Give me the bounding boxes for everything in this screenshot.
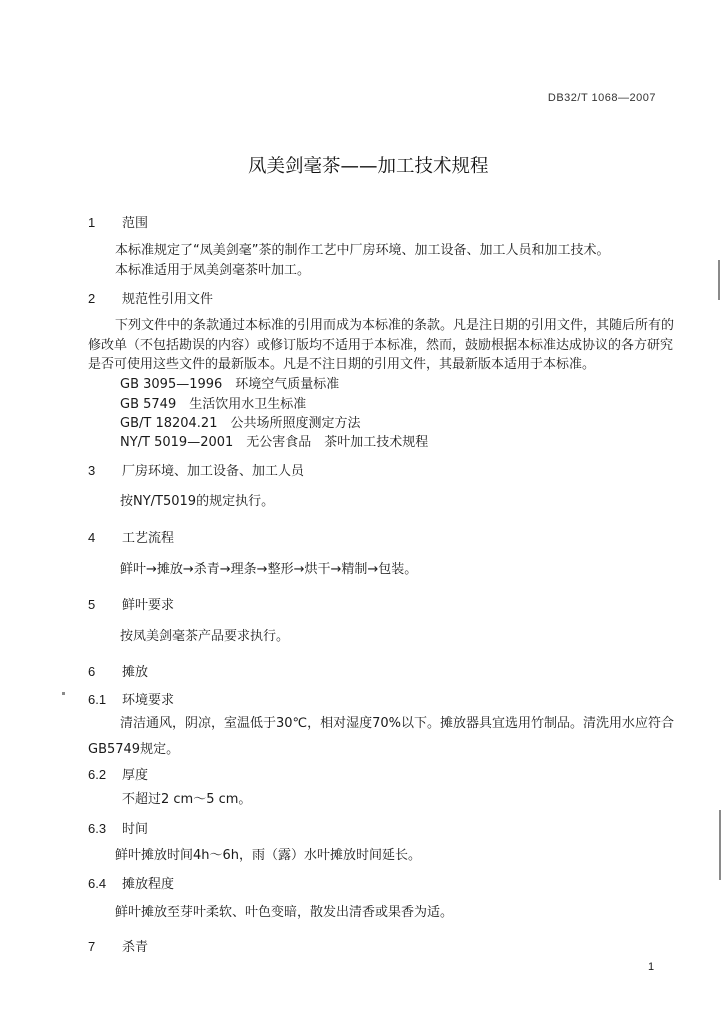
paragraph-line: GB5749规定。 [88,742,180,757]
subsection-number: 6.3 [88,821,107,836]
section-number: 2 [88,291,96,306]
section-number: 4 [88,530,96,545]
subsection-6-4-heading [88,876,174,893]
section-number: 5 [88,597,96,612]
section-title: 杀青 [122,940,149,955]
reference-item: GB 5749 生活饮用水卫生标准 [120,397,307,412]
section-title: 摊放 [122,665,149,680]
subsection-title: 厚度 [122,768,149,783]
subsection-title: 环境要求 [122,693,175,708]
section-title: 工艺流程 [122,531,175,546]
scan-mark [718,260,720,300]
paragraph-line: 按凤美剑毫茶产品要求执行。 [120,629,290,644]
page-number: 1 [648,961,655,973]
subsection-title: 摊放程度 [122,877,175,892]
section-number: 6 [88,664,96,679]
section-title: 范围 [122,216,149,231]
reference-item: GB/T 18204.21 公共场所照度测定方法 [120,416,361,431]
subsection-6-1-heading [88,692,174,709]
paragraph-line: 不超过2 cm～5 cm。 [122,792,252,807]
section-1-heading [88,215,148,232]
scan-mark [719,810,721,880]
paragraph-line: 本标准规定了“凤美剑毫”茶的制作工艺中厂房环境、加工设备、加工人员和加工技术。 [115,243,610,258]
reference-item: GB 3095—1996 环境空气质量标准 [120,377,340,392]
section-3-heading [88,463,304,480]
paragraph-line: 按NY/T5019的规定执行。 [120,494,275,509]
page-title: 凤美剑毫茶——加工技术规程 [248,156,489,177]
section-number: 1 [88,215,96,230]
paragraph-line: 是否可使用这些文件的最新版本。凡是不注日期的引用文件，其最新版本适用于本标准。 [88,357,596,372]
paragraph-line: 鲜叶摊放时间4h～6h，雨（露）水叶摊放时间延长。 [115,848,422,863]
paragraph-line: 修改单（不包括勘误的内容）或修订版均不适用于本标准，然而，鼓励根据本标准达成协议的各方研究 [88,338,674,353]
subsection-number: 6.2 [88,767,107,782]
scan-dot [62,692,65,695]
section-number: 3 [88,463,96,478]
section-4-heading [88,530,174,547]
reference-item: NY/T 5019—2001 无公害食品 茶叶加工技术规程 [120,435,429,450]
section-6-heading [88,664,148,681]
section-2-heading [88,291,213,308]
section-7-heading [88,939,148,956]
subsection-6-3-heading [88,821,148,838]
process-flow: 鲜叶→摊放→杀青→理条→整形→烘干→精制→包装。 [120,562,418,577]
subsection-number: 6.1 [88,692,107,707]
standard-code: DB32/T 1068—2007 [547,92,656,104]
paragraph-line: 鲜叶摊放至芽叶柔软、叶色变暗，散发出清香或果香为适。 [115,905,454,920]
section-title: 鲜叶要求 [122,598,175,613]
subsection-6-2-heading [88,767,148,784]
paragraph-line: 下列文件中的条款通过本标准的引用而成为本标准的条款。凡是注日期的引用文件，其随后所有的 [115,318,675,333]
section-5-heading [88,597,174,614]
section-title: 规范性引用文件 [122,292,214,307]
paragraph-line: 本标准适用于凤美剑毫茶叶加工。 [115,263,311,278]
subsection-number: 6.4 [88,876,107,891]
section-number: 7 [88,939,96,954]
section-title: 厂房环境、加工设备、加工人员 [122,464,305,479]
subsection-title: 时间 [122,822,149,837]
paragraph-line: 清洁通风，阴凉，室温低于30℃，相对湿度70%以下。摊放器具宜选用竹制品。清洗用水应符合 [120,716,675,731]
